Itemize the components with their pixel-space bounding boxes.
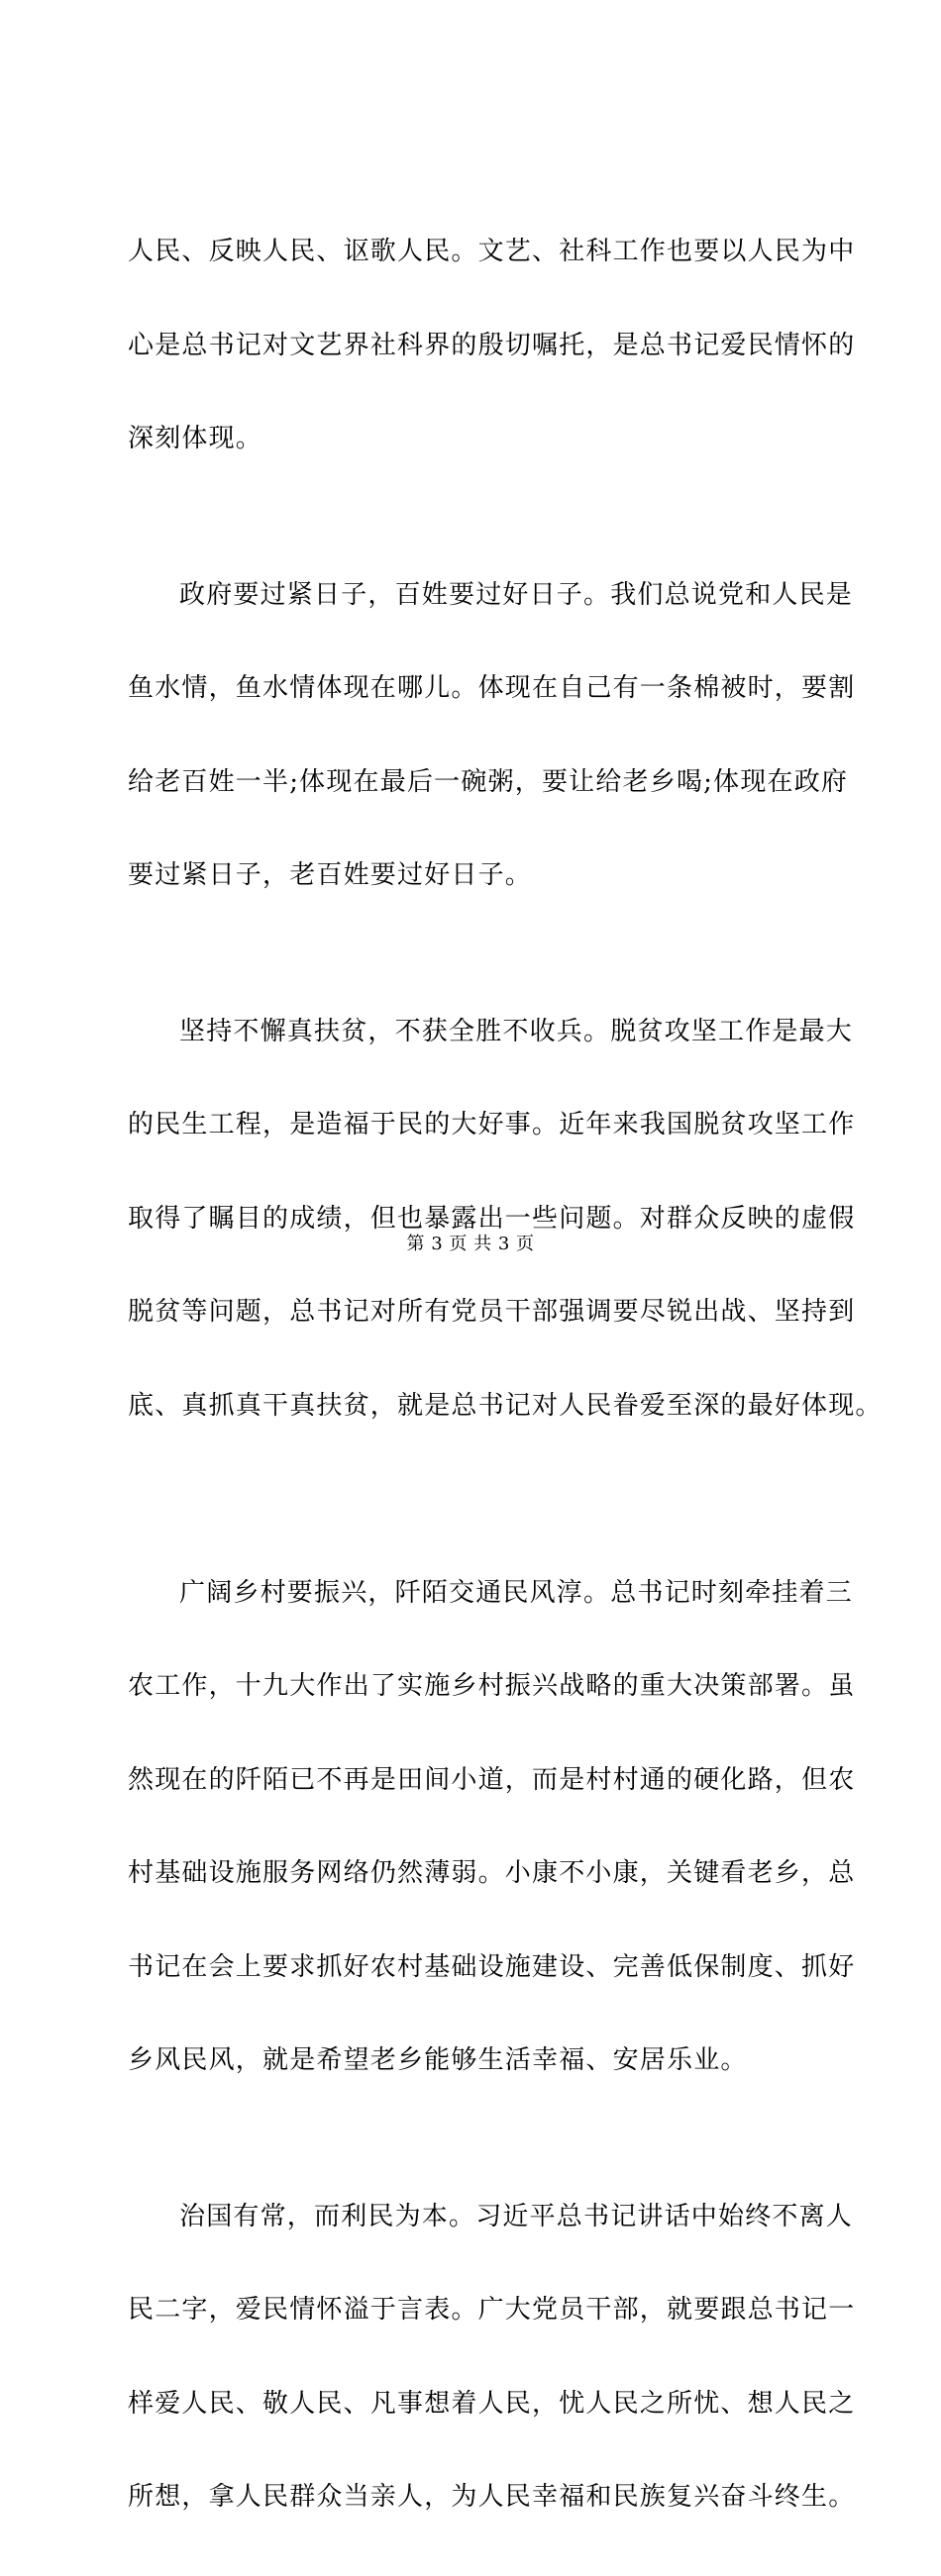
text-line: 村基础设施服务网络仍然薄弱。小康不小康，关键看老乡，总 xyxy=(128,1858,856,1888)
text-line: 书记在会上要求抓好农村基础设施建设、完善低保制度、抓好 xyxy=(128,1951,856,1982)
text-line: 民二字，爱民情怀溢于言表。广大党员干部，就要跟总书记一 xyxy=(128,2295,856,2325)
paragraph-5 xyxy=(128,2139,856,2576)
text-line: 政府要过紧日子，百姓要过好日子。我们总说党和人民是 xyxy=(179,579,854,610)
text-line: 然现在的阡陌已不再是田间小道，而是村村通的硬化路，但农 xyxy=(128,1764,856,1795)
text-line: 所想，拿人民群众当亲人，为人民幸福和民族复兴奋斗终生。 xyxy=(128,2482,856,2512)
text-line: 深刻体现。 xyxy=(128,424,263,453)
text-line: 治国有常，而利民为本。习近平总书记讲话中始终不离人 xyxy=(179,2201,854,2231)
paragraph-3 xyxy=(128,954,883,1485)
text-line: 农工作，十九大作出了实施乡村振兴战略的重大决策部署。虽 xyxy=(128,1671,856,1701)
text-line: 样爱人民、敬人民、凡事想着人民，忧人民之所忧、想人民之 xyxy=(128,2388,856,2419)
text-line: 脱贫等问题，总书记对所有党员干部强调要尽锐出战、坚持到 xyxy=(128,1297,856,1327)
text-line: 坚持不懈真扶贫，不获全胜不收兵。脱贫攻坚工作是最大 xyxy=(179,1016,854,1046)
paragraph-1 xyxy=(128,174,856,518)
text-line: 要过紧日子，老百姓要过好日子。 xyxy=(128,860,533,890)
paragraph-4 xyxy=(128,1516,856,2139)
text-line: 给老百姓一半;体现在最后一碗粥，要让给老乡喝;体现在政府 xyxy=(128,766,849,797)
text-line: 底、真抓真干真扶贫，就是总书记对人民眷爱至深的最好体现。 xyxy=(128,1390,883,1421)
text-line: 鱼水情，鱼水情体现在哪儿。体现在自己有一条棉被时，要割 xyxy=(128,673,856,703)
text-line: 取得了瞩目的成绩，但也暴露出一些问题。对群众反映的虚假 xyxy=(128,1203,856,1234)
text-line: 心是总书记对文艺界社科界的殷切嘱托，是总书记爱民情怀的 xyxy=(128,330,856,360)
paragraph-2 xyxy=(128,518,856,954)
text-line: 乡风民风，就是希望老乡能够生活幸福、安居乐业。 xyxy=(128,2045,748,2075)
page-number-footer: 第 3 页 共 3 页 xyxy=(406,1234,535,1254)
document-body xyxy=(128,174,883,2576)
text-line: 广阔乡村要振兴，阡陌交通民风淳。总书记时刻牵挂着三 xyxy=(179,1577,854,1608)
text-line: 人民、反映人民、讴歌人民。文艺、社科工作也要以人民为中 xyxy=(128,237,856,266)
text-line: 的民生工程，是造福于民的大好事。近年来我国脱贫攻坚工作 xyxy=(128,1110,856,1139)
